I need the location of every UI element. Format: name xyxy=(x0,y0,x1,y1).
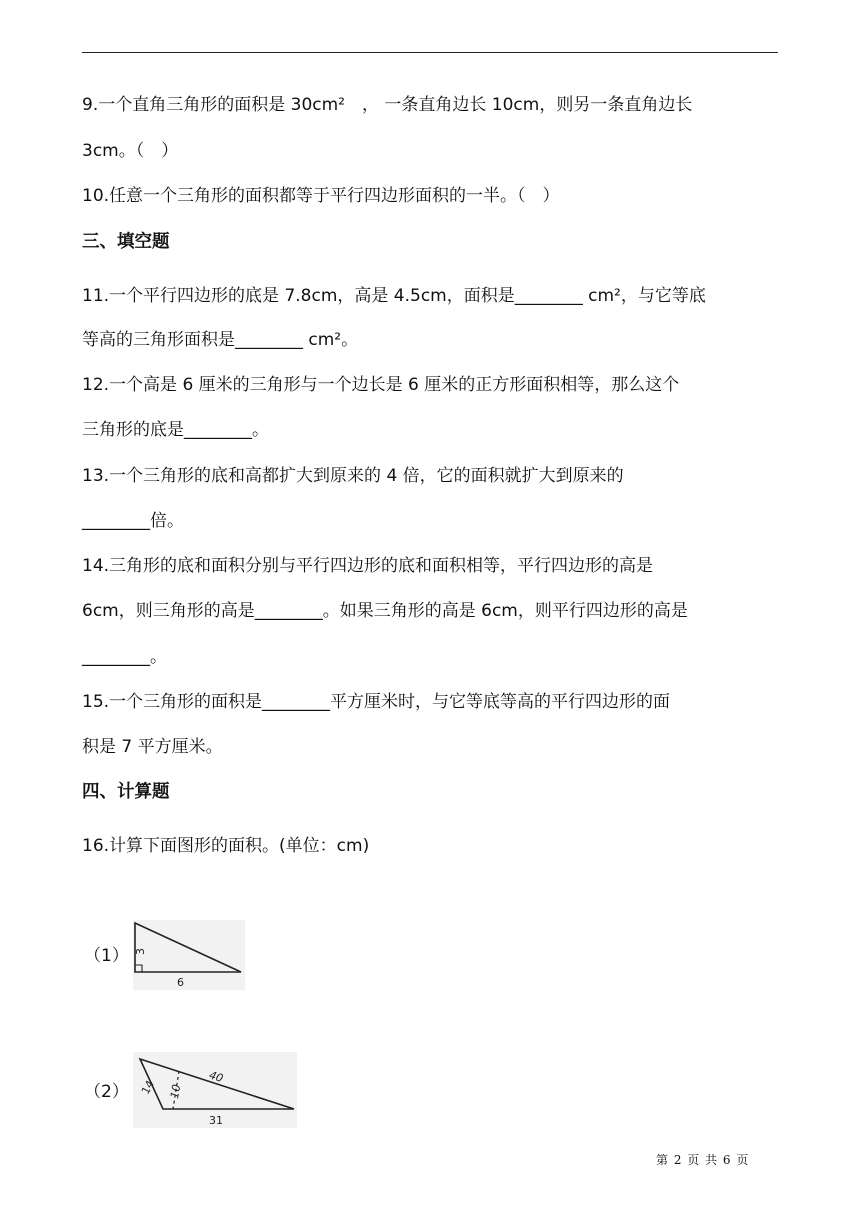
figure-2-height-label: 10 xyxy=(168,1083,184,1100)
question-14-line-2: 6cm，则三角形的高是________。如果三角形的高是 6cm，则平行四边形的高是 xyxy=(82,601,688,621)
page-number-footer: 第 2 页 共 6 页 xyxy=(656,1153,750,1167)
question-14-line-1: 14.三角形的底和面积分别与平行四边形的底和面积相等，平行四边形的高是 xyxy=(82,556,654,576)
figure-2-top-label: 40 xyxy=(207,1068,225,1086)
figure-2-left-label: 14 xyxy=(138,1078,157,1097)
figure-1-svg xyxy=(133,920,245,990)
figure-2-svg xyxy=(133,1052,297,1128)
question-13-line-1: 13.一个三角形的底和高都扩大到原来的 4 倍，它的面积就扩大到原来的 xyxy=(82,466,624,486)
question-11-line-1: 11.一个平行四边形的底是 7.8cm，高是 4.5cm，面积是________ cm²，与它等底 xyxy=(82,286,706,306)
question-15-line-1: 15.一个三角形的面积是________平方厘米时，与它等底等高的平行四边形的面 xyxy=(82,692,671,712)
figure-1-right-angle-mark xyxy=(135,965,142,972)
question-13-line-2: ________倍。 xyxy=(82,511,184,531)
figure-2-triangle xyxy=(133,1052,297,1128)
figure-1-triangle-shape xyxy=(135,923,241,972)
figure-2-label: （2） xyxy=(84,1082,129,1102)
question-16: 16.计算下面图形的面积。(单位：cm) xyxy=(82,836,370,856)
figure-2-base-label: 31 xyxy=(209,1114,223,1127)
question-9-line-2: 3cm。（ ） xyxy=(82,141,179,161)
question-14-line-3: ________。 xyxy=(82,647,167,667)
question-12-line-2: 三角形的底是________。 xyxy=(82,420,269,440)
question-10: 10.任意一个三角形的面积都等于平行四边形面积的一半。（ ） xyxy=(82,186,560,206)
figure-1-right-triangle xyxy=(133,920,245,990)
figure-1-label: （1） xyxy=(84,946,129,966)
question-15-line-2: 积是 7 平方厘米。 xyxy=(82,737,223,757)
figure-1-base-label: 6 xyxy=(177,976,184,989)
section-4-heading: 四、计算题 xyxy=(82,782,170,802)
question-9-line-1: 9.一个直角三角形的面积是 30cm² ， 一条直角边长 10cm，则另一条直角边长 xyxy=(82,95,693,115)
section-3-heading: 三、填空题 xyxy=(82,232,170,252)
page-top-rule xyxy=(82,52,778,53)
question-12-line-1: 12.一个高是 6 厘米的三角形与一个边长是 6 厘米的正方形面积相等，那么这个 xyxy=(82,375,680,395)
question-11-line-2: 等高的三角形面积是________ cm²。 xyxy=(82,330,359,350)
figure-2-triangle-shape xyxy=(140,1059,294,1109)
figure-1-side-label: 3 xyxy=(134,948,147,955)
